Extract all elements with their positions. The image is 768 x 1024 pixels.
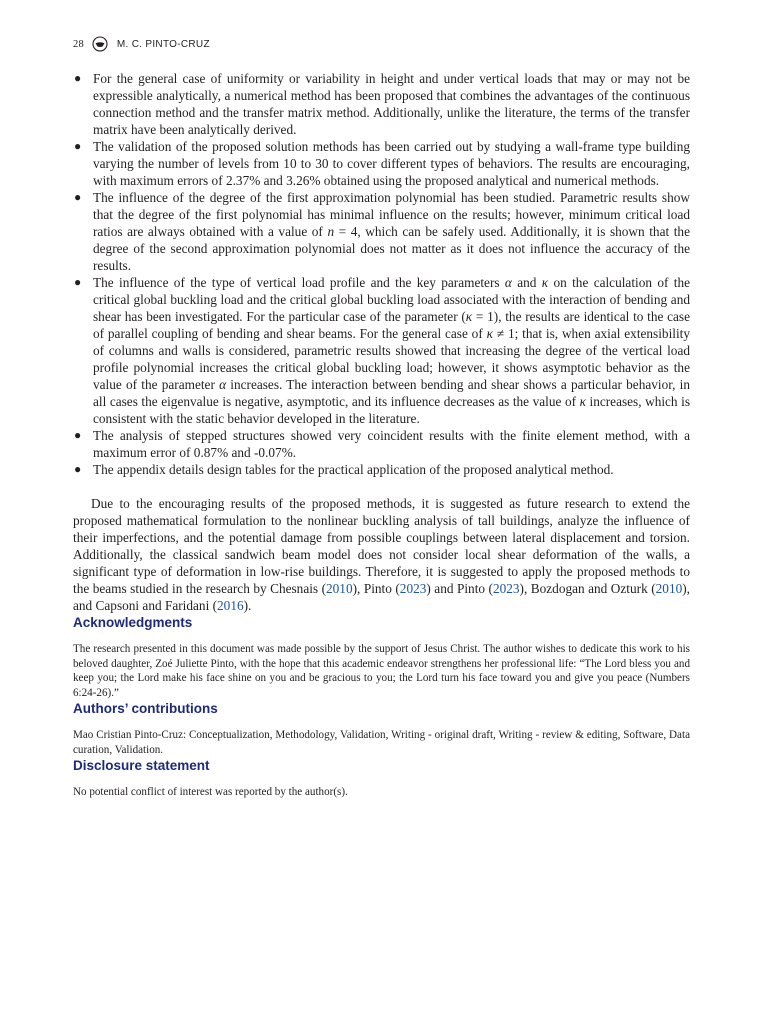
text-run: ), and Capsoni and Faridani (: [73, 581, 690, 613]
math-symbol: n: [327, 224, 335, 239]
text-run: = 1), the results are identical to the case of parallel coupling of bending and shear beams. For the general case of: [93, 309, 690, 341]
list-item-text: [93, 71, 690, 137]
list-item-text: [93, 462, 614, 477]
citation-link[interactable]: 2016: [217, 598, 244, 613]
list-item: [73, 189, 690, 274]
acknowledgments-text: The research presented in this document was made possible by the support of Jesus Christ. The author wishes to dedicate this work to his beloved daughter, Zoé Juliette Pinto, with the hope that this academic endeavor strengthens her professional life: “The Lord bless you and keep you; the Lord make his face shine on you and be gracious to you; the Lord turn his face toward you and give you peace (Numbers 6:24-26).”: [73, 643, 690, 699]
conclusions-list: [73, 70, 690, 478]
content: [73, 70, 690, 800]
text-run: ), Bozdogan and Ozturk (: [519, 581, 656, 596]
text-run: ≠ 1; that is, when axial extensibility of columns and walls is considered, parametric results showed that increasing the degree of the vertical load profile polynomial increases the critical global buckling load; however, it shows asymptotic behavior as the value of the parameter: [93, 326, 691, 392]
list-item: [73, 274, 690, 427]
text-run: ) and Pinto (: [426, 581, 493, 596]
bullet-icon: ●: [74, 428, 82, 442]
text-run: The influence of the degree of the first approximation polynomial has been studied. Parametric results show that the degree of the first polynomial has minimal influence on the results; however, minimum critical load ratios are always obtained with a value of: [93, 190, 690, 239]
text-run: ).: [243, 598, 252, 613]
acknowledgments-heading: Acknowledgments: [73, 615, 193, 630]
math-symbol: κ: [465, 309, 473, 324]
text-run: The appendix details design tables for the practical application of the proposed analytical method.: [93, 462, 614, 477]
running-head: [73, 36, 210, 52]
future-research-paragraph: [73, 495, 690, 614]
contributions-heading: Authors’ contributions: [73, 701, 218, 716]
list-item-text: [93, 275, 690, 426]
contributions-text: Mao Cristian Pinto-Cruz: Conceptualization, Methodology, Validation, Writing - original draft, Writing - review & editing, Software, Data curation, Validation.: [73, 729, 690, 756]
list-item: [73, 427, 690, 461]
bullet-icon: ●: [74, 71, 82, 85]
math-symbol: α: [219, 377, 227, 392]
citation-link[interactable]: 2023: [492, 581, 520, 596]
list-item: [73, 70, 690, 138]
bullet-icon: ●: [74, 190, 82, 204]
text-run: The influence of the type of vertical load profile and the key parameters: [93, 275, 505, 290]
text-run: ), Pinto (: [352, 581, 400, 596]
list-item-text: [93, 190, 690, 273]
text-run: increases, which is consistent with the static behavior developed in the literature.: [93, 394, 690, 426]
text-run: The validation of the proposed solution methods has been carried out by studying a wall-frame type building varying the number of levels from 10 to 30 to cover different types of behaviors. The results are encouraging, with maximum errors of 2.37% and 3.26% obtained using the proposed analytical and numerical methods.: [93, 139, 690, 188]
bullet-icon: ●: [74, 462, 82, 476]
text-run: The analysis of stepped structures showed very coincident results with the finite element method, with a maximum error of 0.87% and -0.07%.: [93, 428, 690, 460]
bullet-icon: ●: [74, 139, 82, 153]
list-item-text: [93, 139, 690, 188]
publisher-logo-icon: [92, 36, 108, 52]
running-head-author: M. C. PINTO-CRUZ: [116, 38, 210, 50]
math-symbol: κ: [486, 326, 493, 341]
bullet-icon: ●: [74, 275, 82, 289]
citation-link[interactable]: 2010: [326, 581, 353, 596]
text-run: increases. The interaction between bending and shear shows a particular behavior, in all cases the eigenvalue is negative, asymptotic, and its influence decreases as the value of: [93, 377, 691, 409]
text-run: and: [511, 275, 542, 290]
list-item: [73, 461, 690, 478]
math-symbol: κ: [579, 394, 586, 409]
list-item-text: [93, 428, 690, 460]
page-number: 28: [73, 38, 84, 50]
text-run: on the calculation of the critical global buckling load and the critical global buckling load associated with the interaction of bending and shear has been investigated. For the particular case of the parameter (: [93, 275, 691, 324]
list-item: [73, 138, 690, 189]
disclosure-heading: Disclosure statement: [73, 758, 210, 773]
math-symbol: κ: [541, 275, 549, 290]
citation-link[interactable]: 2023: [399, 581, 427, 596]
text-run: For the general case of uniformity or variability in height and under vertical loads that may or may not be expressible analytically, a numerical method has been proposed that combines the advantages of the continuous connection method and the transfer matrix method. Additionally, unlike the literature, the terms of the transfer matrix have been analytically derived.: [93, 71, 690, 137]
citation-link[interactable]: 2010: [655, 581, 683, 596]
math-symbol: α: [504, 275, 512, 290]
text-run: Due to the encouraging results of the proposed methods, it is suggested as future research to extend the proposed mathematical formulation to the nonlinear buckling analysis of tall buildings, analyze the influence of their imperfections, and the potential damage from possible couplings between lateral displacement and torsion. Additionally, the classical sandwich beam model does not consider local shear deformation of the walls, a significant type of deformation in low-rise buildings. Therefore, it is suggested to apply the proposed methods to the beams studied in the research by Chesnais (: [73, 496, 690, 596]
disclosure-text: No potential conflict of interest was reported by the author(s).: [73, 786, 348, 798]
text-run: = 4, which can be safely used. Additionally, it is shown that the degree of the second approximation polynomial does not matter as it does not influence the accuracy of the results.: [93, 224, 690, 273]
